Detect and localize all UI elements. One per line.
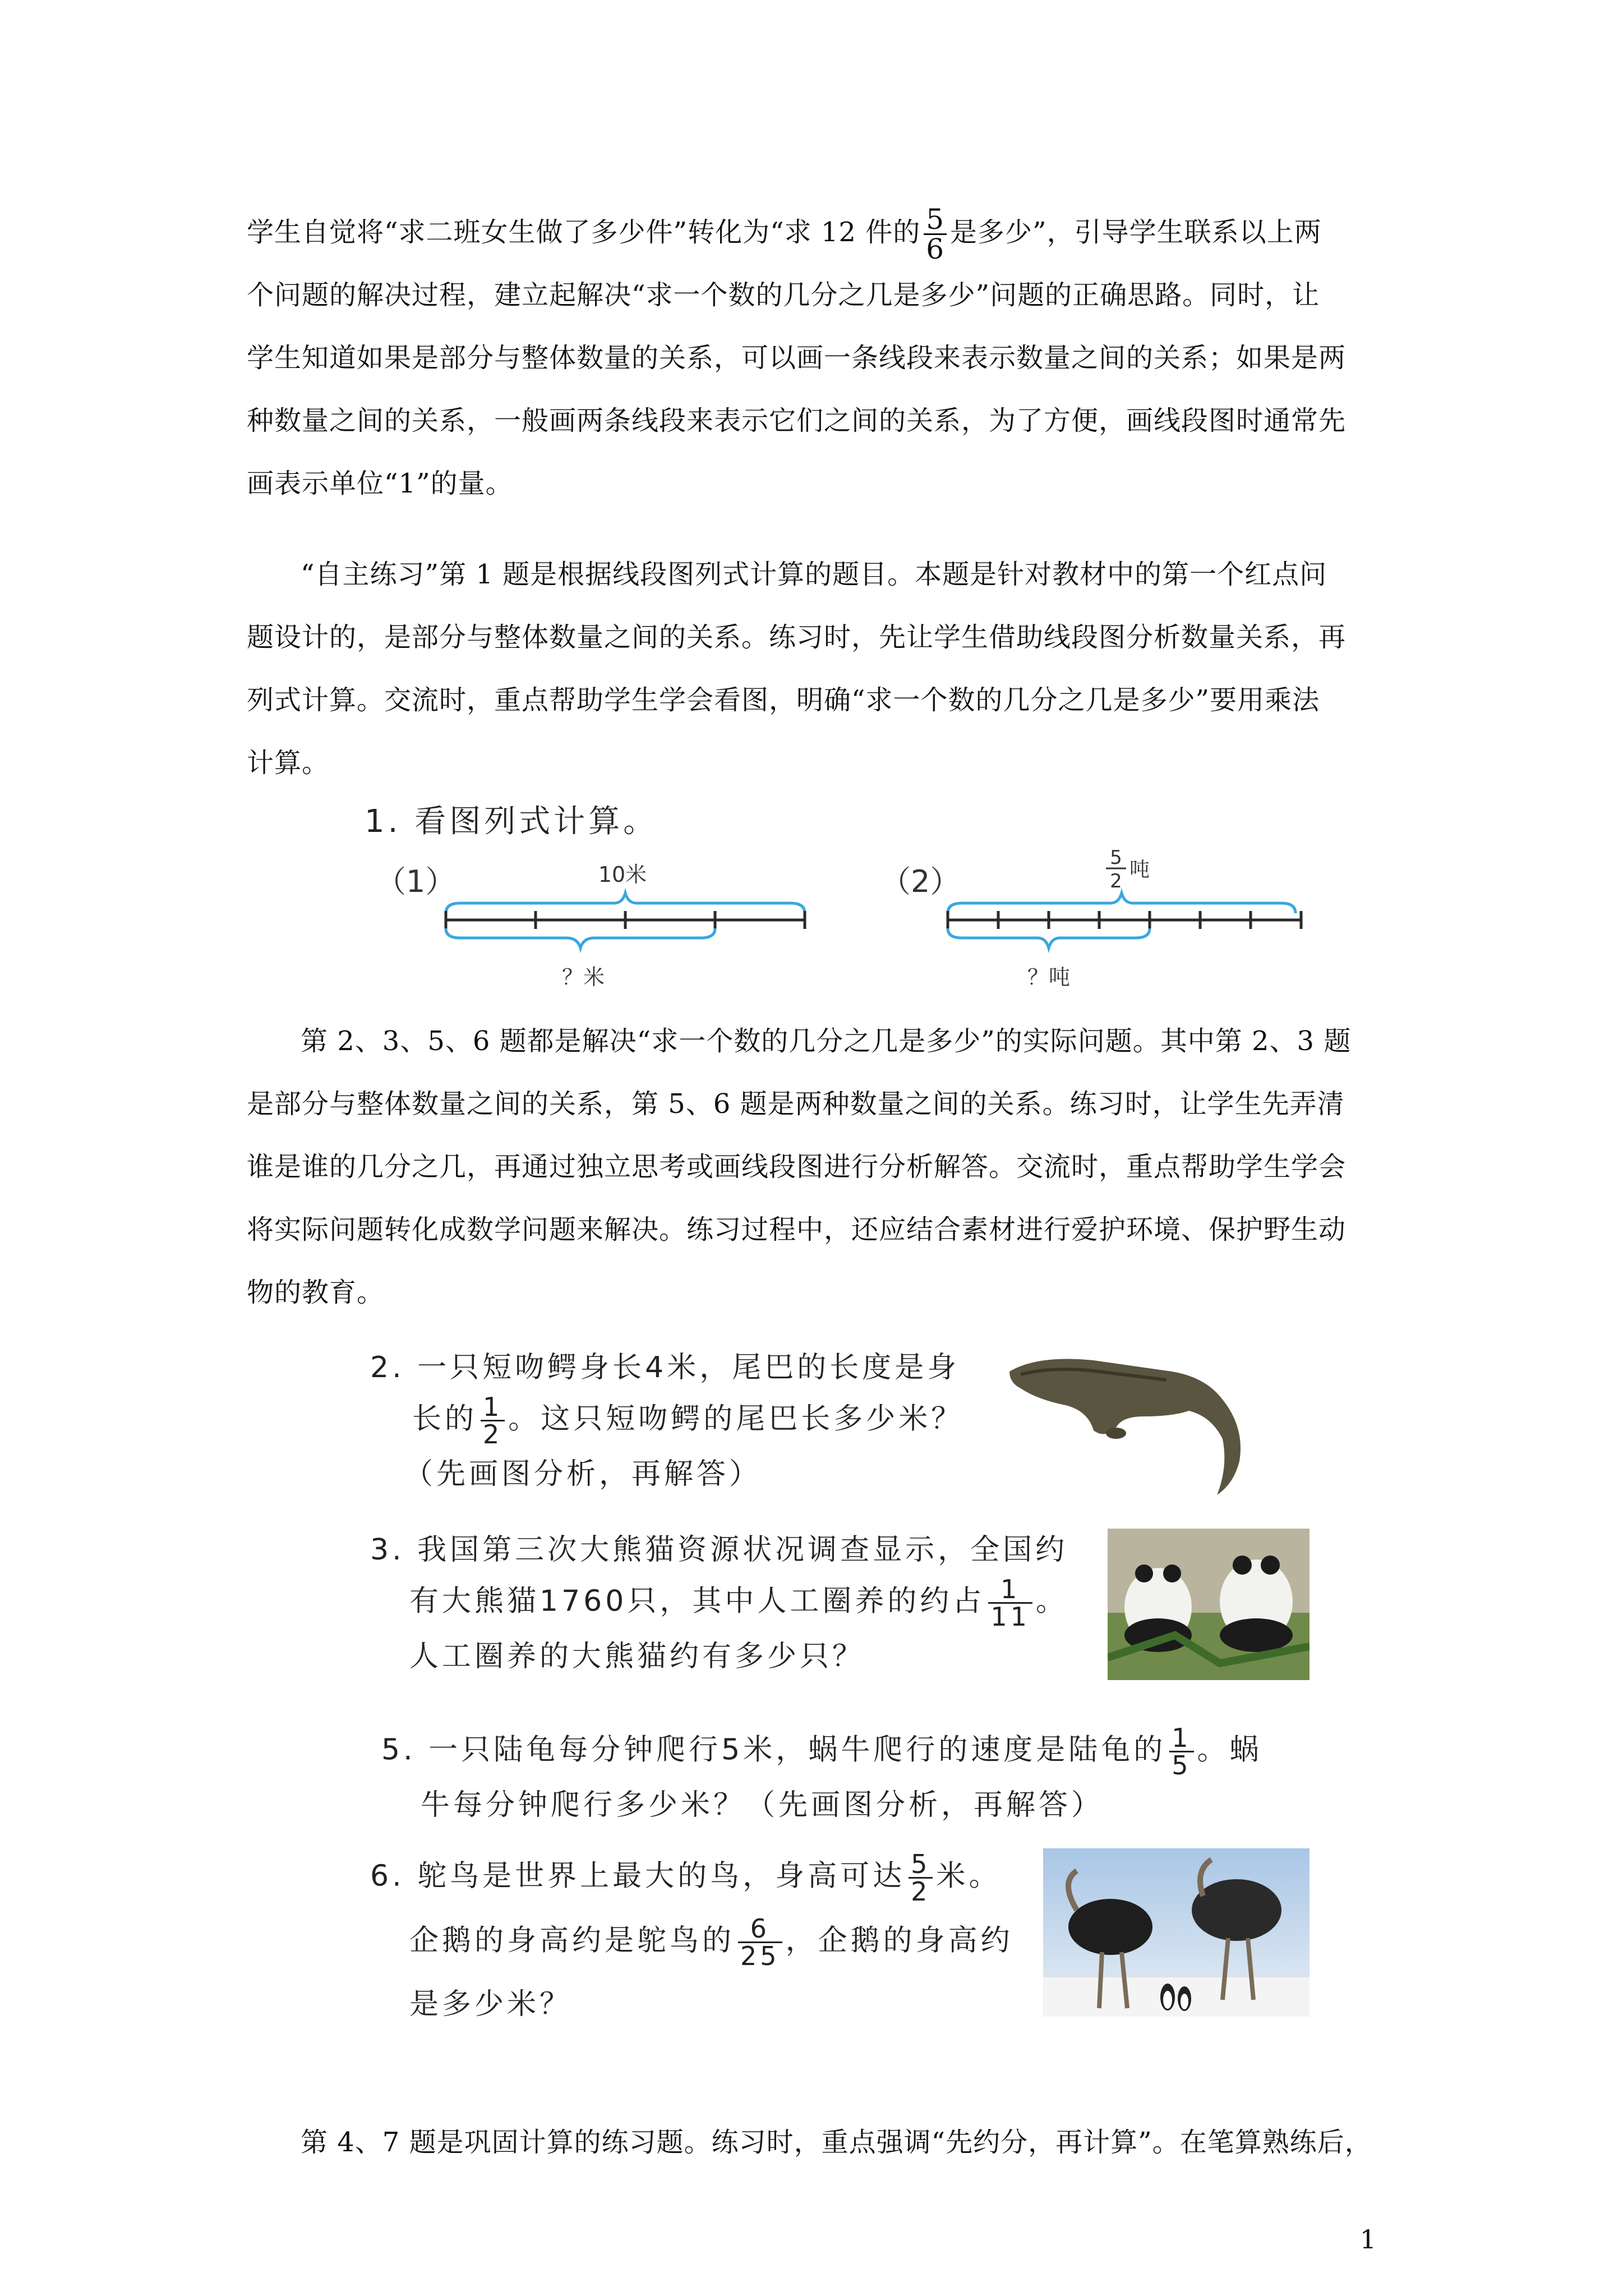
exercise-2 — [370, 1343, 963, 1501]
paragraph-line: 是部分与整体数量之间的关系，第 5、6 题是两种数量之间的关系。练习时，让学生先弄清 — [247, 1088, 1345, 1120]
part2-question-brace — [948, 928, 1150, 948]
paragraph-3 — [247, 1010, 1374, 1324]
paragraph-2 — [247, 543, 1374, 794]
part2-total-denominator: 2 — [1110, 870, 1122, 892]
part1-label: （1） — [376, 864, 456, 899]
exercise-line: 牛每分钟爬行多少米？（先画图分析，再解答） — [421, 1788, 1104, 1822]
part1-question-label: ？米 — [561, 965, 605, 990]
part2-total-unit: 吨 — [1129, 858, 1150, 881]
page-number: 1 — [1359, 2224, 1376, 2254]
denominator: 5 — [1169, 1751, 1193, 1778]
exercise-line: 人工圈养的大熊猫约有多少只？ — [409, 1640, 865, 1673]
paragraph-1 — [247, 201, 1374, 515]
exercise-1-diagrams — [0, 841, 1623, 1010]
numerator: 1 — [1172, 1723, 1192, 1753]
numerator: 5 — [926, 203, 945, 236]
numerator: 1 — [483, 1392, 503, 1422]
fraction — [738, 1913, 782, 1971]
exercise-6 — [370, 1851, 1013, 2031]
paragraph-line: 学生知道如果是部分与整体数量的关系，可以画一条线段来表示数量之间的关系；如果是两 — [247, 342, 1347, 374]
text-run: 长的 — [412, 1402, 478, 1436]
text-run: 学生自觉将“求二班女生做了多少件”转化为“求 12 件的 — [247, 217, 921, 248]
part2-total-brace — [948, 893, 1295, 913]
exercise-1-title: 1. 看图列式计算。 — [365, 803, 658, 840]
exercise-line: 3. 我国第三次大熊猫资源状况调查显示，全国约 — [370, 1533, 1068, 1567]
paragraph-line: 个问题的解决过程，建立起解决“求一个数的几分之几是多少”问题的正确思路。同时，让 — [247, 279, 1320, 311]
denominator: 11 — [988, 1602, 1032, 1630]
crocodile-image — [1004, 1332, 1267, 1501]
text-run: 。蜗 — [1197, 1733, 1262, 1767]
paragraph-line: 物的教育。 — [247, 1277, 385, 1308]
paragraph-line — [247, 201, 1374, 264]
panda-image — [1108, 1529, 1310, 1680]
fraction — [924, 205, 947, 263]
exercise-line — [370, 1913, 1013, 1980]
numerator: 5 — [911, 1849, 931, 1879]
paragraph-line: 计算。 — [247, 747, 330, 779]
exercise-line — [381, 1725, 1262, 1781]
denominator: 2 — [481, 1420, 505, 1447]
text-run: 5. 一只陆龟每分钟爬行5米，蜗牛爬行的速度是陆龟的 — [381, 1733, 1166, 1767]
paragraph-line: 将实际问题转化成数学问题来解决。练习过程中，还应结合素材进行爱护环境、保护野生动 — [247, 1214, 1347, 1245]
paragraph-line: 种数量之间的关系，一般画两条线段来表示它们之间的关系，为了方便，画线段图时通常先 — [247, 405, 1347, 436]
text-run: ，企鹅的身高约 — [785, 1924, 1013, 1958]
paragraph-line: 第 2、3、5、6 题都是解决“求一个数的几分之几是多少”的实际问题。其中第 2、3 题 — [301, 1025, 1352, 1057]
fraction — [988, 1576, 1032, 1630]
text-run: 企鹅的身高约是鸵鸟的 — [409, 1924, 735, 1958]
text-run: 米。 — [936, 1859, 1002, 1893]
exercise-line: （先画图分析，再解答） — [404, 1457, 762, 1491]
ostrich-penguin-image — [1043, 1848, 1310, 2017]
text-run: 6. 鸵鸟是世界上最大的鸟，身高可达 — [370, 1859, 906, 1893]
part1-question-brace — [446, 928, 715, 948]
part2-label: （2） — [880, 864, 961, 899]
exercise-3 — [370, 1526, 1068, 1683]
part2-question-label: ？吨 — [1027, 965, 1071, 990]
exercise-line — [370, 1394, 963, 1450]
text-run: 。 — [1035, 1584, 1068, 1618]
paragraph-line: 谁是谁的几分之几，再通过独立思考或画线段图进行分析解答。交流时，重点帮助学生学会 — [247, 1151, 1347, 1182]
text-run: 是多少”，引导学生联系以上两 — [950, 217, 1322, 248]
paragraph-line: 画表示单位“1”的量。 — [247, 468, 513, 499]
part2-total-numerator: 5 — [1110, 846, 1122, 869]
exercise-line: 是多少米？ — [409, 1987, 573, 2021]
exercise-5 — [381, 1725, 1262, 1832]
numerator: 6 — [750, 1913, 770, 1944]
part1-total-brace — [446, 893, 805, 913]
paragraph-4 — [247, 2111, 1374, 2174]
denominator: 2 — [909, 1877, 933, 1904]
exercise-line — [370, 1576, 1068, 1632]
numerator: 1 — [1000, 1574, 1021, 1604]
part1-total-label: 10米 — [598, 862, 647, 887]
paragraph-line: “自主练习”第 1 题是根据线段图列式计算的题目。本题是针对教材中的第一个红点问 — [301, 559, 1327, 590]
paragraph-line: 列式计算。交流时，重点帮助学生学会看图，明确“求一个数的几分之几是多少”要用乘法 — [247, 684, 1320, 716]
exercise-line — [370, 1851, 1013, 1916]
exercise-line: 2. 一只短吻鳄身长4米，尾巴的长度是身 — [370, 1351, 960, 1384]
paragraph-line: 题设计的，是部分与整体数量之间的关系。练习时，先让学生借助线段图分析数量关系，再 — [247, 622, 1347, 653]
paragraph-line: 第 4、7 题是巩固计算的练习题。练习时，重点强调“先约分，再计算”。在笔算熟练后， — [301, 2127, 1372, 2158]
denominator: 25 — [738, 1941, 782, 1969]
text-run: 。这只短吻鳄的尾巴长多少米？ — [508, 1402, 964, 1436]
fraction — [481, 1392, 505, 1450]
fraction — [909, 1849, 933, 1907]
fraction — [1169, 1725, 1193, 1778]
text-run: 有大熊猫1760只，其中人工圈养的约占 — [409, 1584, 985, 1618]
denominator: 6 — [924, 233, 947, 263]
